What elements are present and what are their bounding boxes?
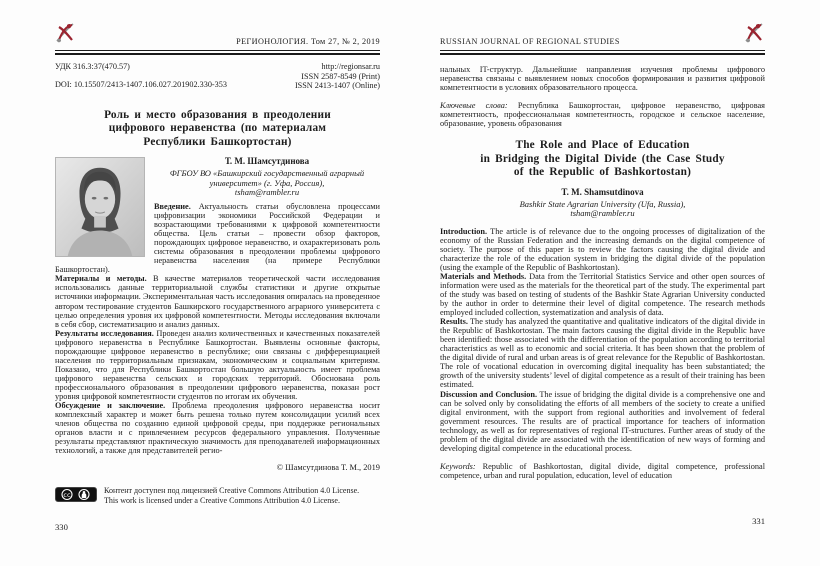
abstract-paragraph: [440, 317, 765, 389]
author-email: tsham@rambler.ru: [234, 187, 300, 198]
section-label: Results.: [440, 317, 468, 327]
keywords-ru: [440, 101, 765, 128]
udk-code: УДК 316.3:37(470.57): [55, 62, 130, 71]
article-title-en: The Role and Place of Education in Bridging the Digital Divide (the Case Study of the Republic of Bashkortostan): [480, 139, 725, 179]
keywords-en: [440, 462, 765, 480]
section-text: The article is of relevance due to the ongoing processes of digitalization of the economy of the Russian Federation and the increasing demands on the digital competence of society. The purpose of this paper is to review the factors causing the digital divide and characterize the role of the education system in bridging the digital divide of the population (using the example of the Republic of Bashkortostan).: [440, 226, 765, 272]
keywords-text: Republic of Bashkortostan, digital divide, digital competence, professional competence, urban and rural population, education, level of education: [440, 461, 765, 480]
section-label: Materials and Methods.: [440, 271, 527, 281]
issn-print: ISSN 2587-8549 (Print): [301, 71, 380, 81]
keywords-label: Keywords:: [440, 461, 476, 471]
abstract-paragraph: [55, 274, 380, 328]
author-affiliation-en: Bashkir State Agrarian University (Ufa, Russia), tsham@rambler.ru: [440, 200, 765, 219]
section-label: Introduction.: [440, 226, 488, 236]
abstract-paragraph: [440, 227, 765, 272]
author-affiliation: ФГБОУ ВО «Башкирский государственный аграрный университет» (г. Уфа, Россия), tsham@rambler.ru: [55, 169, 380, 198]
section-label: Введение.: [154, 202, 191, 211]
right-page: [410, 0, 820, 566]
license-text: Контент доступен под лицензией Creative Commons Attribution 4.0 License. This work is licensed under a Creative Commons Attribution 4.0 License.: [104, 486, 360, 506]
keywords-text: Республика Башкортостан, цифровое неравенство, цифровая компетентность, профессиональная компетентность, городское и сельское население, образование, уровень образования: [440, 101, 765, 129]
continuation-paragraph: нальных IT-структур. Дальнейшие направления изучения проблемы цифрового неравенства связаны с выявлением новых способов формирования и развития цифровой компетентности в условиях образовательного процесса.: [440, 65, 765, 93]
copyright-line: © Шамсутдинова Т. М., 2019: [276, 463, 380, 473]
left-header: [55, 28, 380, 48]
header-rule: [440, 50, 765, 55]
section-label: Обсуждение и заключение.: [55, 401, 166, 411]
svg-text:cc: cc: [63, 491, 71, 500]
left-meta-block: [55, 62, 380, 97]
header-rule: [55, 50, 380, 55]
doi-code: DOI: 10.15507/2413-1407.106.027.201902.330-353: [55, 79, 227, 89]
section-text: The study has analyzed the quantitative and qualitative indicators of the digital divide in the Republic of Bashkortostan. The main factors causing the digital divide in the Republic have been identified: those associated with the differentiation of the population according to territorial characteristics as well as to economic and social criteria. It has been shown that the problem of the digital divide of rural and urban areas is of great relevance for the Republic of Bashkortostan. The role of vocational education in overcoming digital inequality has been substantiated; the growth of the university students’ level of digital competence as a result of their training has been estimated.: [440, 317, 765, 390]
page-number-right: 331: [752, 516, 765, 526]
section-label: Discussion and Conclusion.: [440, 389, 538, 399]
article-title-ru: Роль и место образования в преодолении цифрового неравенства (по материалам Республики Башкортостан): [104, 109, 331, 148]
section-text: The issue of bridging the digital divide is a comprehensive one and can be solved only by consolidating the efforts of all members of the society to create a unified digital environment, with the support from regional authorities and involvement of federal government resources. The results are of practical importance for teachers of information technology, as well as for representatives of regional IT-structures. Further areas of study of the problem of the digital divide are associated with the identification of new ways of forming and developing digital competence in the educational process.: [440, 389, 765, 453]
abstract-paragraph: [55, 401, 380, 455]
section-text: Data from the Territorial Statistics Service and other open sources of information were used as the materials for the theoretical part of the study. The experimental part of the study was based on testing of students of the Bashkir State Agrarian University conducted by the author in order to determine their level of digital competence. The research methods employed included collection, systematization and analysis of data.: [440, 271, 766, 318]
issn-online: ISSN 2413-1407 (Online): [294, 81, 380, 90]
author-name: Т. М. Шамсутдинова: [224, 156, 310, 167]
right-header: [440, 28, 765, 48]
author-email-en: tsham@rambler.ru: [570, 208, 635, 219]
journal-title: РЕГИОНОЛОГИЯ. Том 27, № 2, 2019: [236, 37, 380, 46]
abstract-en: [440, 227, 765, 453]
journal-url: http://regionsar.ru: [321, 62, 380, 71]
journal-title-en: RUSSIAN JOURNAL OF REGIONAL STUDIES: [440, 37, 620, 46]
abstract-ru: [55, 156, 380, 455]
abstract-paragraph: [440, 272, 765, 317]
section-text: Проблема преодоления цифрового неравенства носит комплексный характер и может быть решена только путем консолидации усилий всех членов общества по созданию единой цифровой среды, при поддержке региональных органов власти и с привлечением ресурсов федерального управления. Полученные результаты представляют практическую значимость для преподавателей информационных технологий, а также для представителей регио-: [55, 401, 380, 456]
section-text: Проведен анализ количественных и качественных показателей цифрового неравенства в Республике Башкортостан. Выявлены основные факторы, порождающие цифровое неравенство в республике; они связаны с дифференциацией населения по территориальным признакам, экономическим и социальным критериям. Показано, что для Республики Башкортостан большую актуальность имеет проблема цифрового неравенства сельских и городских территорий. Обоснована роль профессионального образования в преодолении цифрового неравенства, показан рост уровня цифровой компетентности студентов по итогам их обучения.: [55, 328, 380, 401]
keywords-label: Ключевые слова:: [440, 101, 508, 111]
section-label: Материалы и методы.: [55, 274, 147, 284]
author-photo: [55, 157, 145, 257]
abstract-paragraph: [55, 329, 380, 401]
abstract-paragraph: [440, 390, 765, 453]
section-text: Актуальность статьи обусловлена процессами цифровизации экономики Российской Федерации и возрастающими требованиями к цифровой компетентности общества. Цель статьи – провести обзор факторов, порождающих цифровое неравенство, и охарактеризовать роль системы образования в преодолении проблемы цифрового неравенства населения (на примере Республики Башкортостан).: [55, 202, 380, 275]
journal-logo-icon: [744, 22, 765, 48]
author-name-en: T. M. Shamsutdinova: [561, 186, 644, 197]
cc-by-badge-icon: [55, 487, 97, 507]
author-block-en: [440, 187, 765, 219]
license-block: [55, 486, 380, 507]
section-text: В качестве материалов теоретической части исследования использовались данные территориальной службы статистики и другие открытые источники информации. Экспериментальная часть исследования опиралась на проведенное автором тестирование студентов Башкирского государственного аграрного университета с целью определения уровня их цифровой компетентности. Методы исследования включали в себя сбор, систематизацию и анализ данных.: [55, 274, 380, 329]
section-label: Результаты исследования.: [55, 328, 154, 338]
journal-logo-icon: [55, 22, 76, 48]
page-number-left: 330: [55, 522, 68, 532]
